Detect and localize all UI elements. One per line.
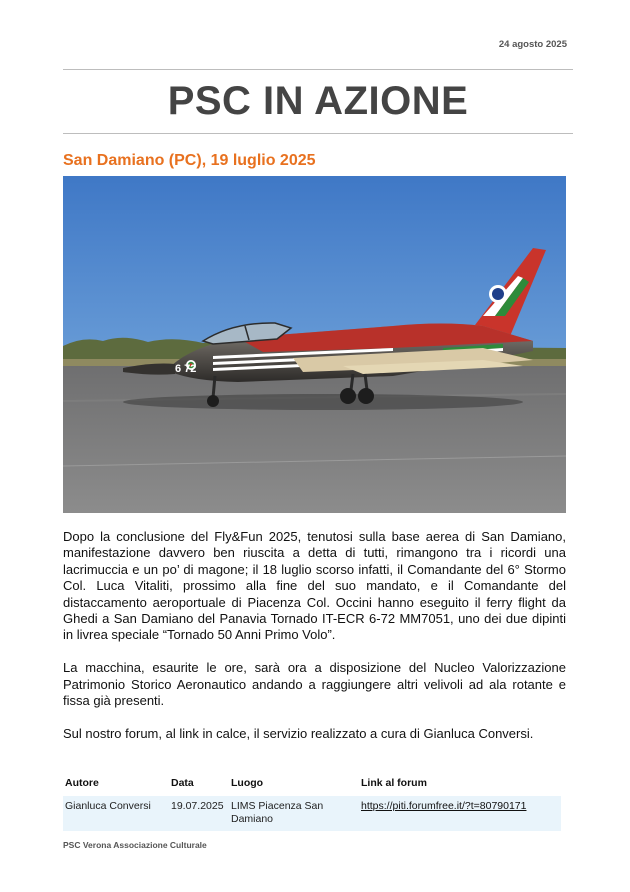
column-header-link: Link al forum — [361, 777, 427, 789]
article-paragraph: Dopo la conclusione del Fly&Fun 2025, tenutosi sulla base aerea di San Damiano, manifestazione davvero ben riuscita a detta di tutti, rimangono tra i ricordi una lacrimuccia e un po’ di magone; il 18 luglio scorso infatti, il Comandante del 6° Stormo Col. Luca Vitaliti, prossimo alla fine del suo mandato, e il Comandante del distaccamento aeroportuale di Piacenza Col. Occini hanno eseguito il ferry flight da Ghedi a San Damiano del Panavia Tornado IT-ECR 6-72 MM7051, uno dei due dipinti in livrea speciale “Tornado 50 Anni Primo Volo”. — [63, 529, 566, 643]
aircraft-code-label: 6 72 — [175, 363, 197, 375]
author-cell: Gianluca Conversi — [63, 796, 169, 831]
article-body — [63, 529, 566, 759]
date-cell: 19.07.2025 — [169, 796, 229, 831]
issue-date: 24 agosto 2025 — [498, 39, 567, 50]
top-divider — [63, 69, 573, 70]
column-header-place: Luogo — [231, 777, 264, 789]
column-header-author: Autore — [65, 777, 99, 789]
forum-link[interactable]: https://piti.forumfree.it/?t=80790171 — [361, 800, 527, 812]
place-cell: LIMS Piacenza San Damiano — [229, 796, 359, 831]
title-divider — [63, 133, 573, 134]
column-header-date: Data — [171, 777, 194, 789]
article-subtitle: San Damiano (PC), 19 luglio 2025 — [63, 152, 316, 169]
link-cell — [359, 796, 561, 831]
table-header-row — [63, 775, 561, 796]
page-title: PSC IN AZIONE — [167, 79, 469, 123]
article-paragraph: Sul nostro forum, al link in calce, il servizio realizzato a cura di Gianluca Conversi. — [63, 725, 534, 741]
article-paragraph: La macchina, esaurite le ore, sarà ora a disposizione del Nucleo Valorizzazione Patrimonio Storico Aeronautico andando a raggiungere altri velivoli ad ala rotante e fissa già presenti. — [63, 660, 566, 709]
footer-text: PSC Verona Associazione Culturale — [63, 840, 207, 850]
aircraft-photo — [63, 176, 566, 513]
credits-table — [63, 775, 561, 831]
table-row — [63, 796, 561, 831]
